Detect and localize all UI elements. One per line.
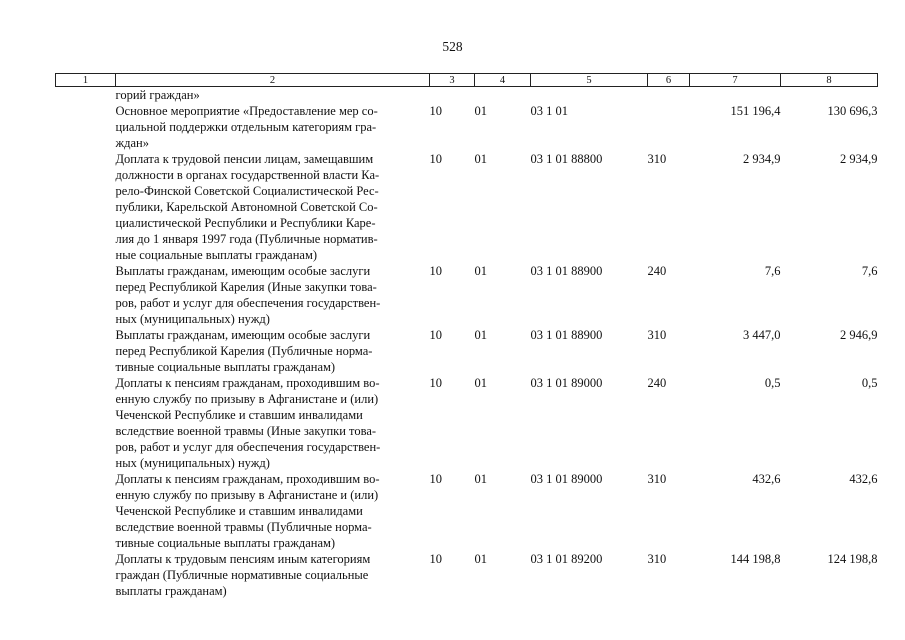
subsection-cell: 01 xyxy=(474,152,487,166)
page-number: 528 xyxy=(442,39,463,54)
expense-type-cell: 240 xyxy=(647,264,667,278)
target-article-cell: 03 1 01 89200 xyxy=(530,552,603,566)
subsection-cell: 01 xyxy=(474,264,487,278)
target-article-cell: 03 1 01 89000 xyxy=(530,376,603,390)
section-cell xyxy=(430,87,475,104)
table-row xyxy=(56,551,878,599)
description-line: тивные социальные выплаты гражданам) xyxy=(115,536,336,550)
section-cell: 10 xyxy=(429,152,442,166)
description-line: выплаты гражданам) xyxy=(115,584,227,598)
column-number-header: 3 xyxy=(430,74,475,87)
amount-1-cell: 3 447,0 xyxy=(743,328,781,342)
budget-table xyxy=(55,73,878,599)
description-cell xyxy=(116,87,430,104)
section-cell: 10 xyxy=(429,264,442,278)
description-line: ные социальные выплаты гражданам) xyxy=(115,248,318,262)
amount-1-cell: 144 198,8 xyxy=(730,552,781,566)
description-line: вследствие военной травмы (Иные закупки това- xyxy=(115,424,377,438)
description-line: тивные социальные выплаты гражданам) xyxy=(115,360,336,374)
row-number-cell xyxy=(56,151,116,263)
description-line: Доплаты к пенсиям гражданам, проходившим во- xyxy=(115,376,380,390)
table-row xyxy=(56,471,878,551)
subsection-cell xyxy=(475,87,531,104)
description-line: Выплаты гражданам, имеющим особые заслуги xyxy=(115,328,371,342)
description-line: лия до 1 января 1997 года (Публичные норматив- xyxy=(115,232,378,246)
expense-type-cell: 310 xyxy=(647,472,667,486)
row-number-cell xyxy=(56,263,116,327)
table-row xyxy=(56,375,878,471)
column-number-header: 7 xyxy=(690,74,781,87)
amount-2-cell: 0,5 xyxy=(861,376,878,390)
row-number-cell xyxy=(56,327,116,375)
target-article-cell: 03 1 01 89000 xyxy=(530,472,603,486)
subsection-cell: 01 xyxy=(474,104,487,118)
description-line: перед Республикой Карелия (Публичные норма- xyxy=(115,344,373,358)
row-number-cell xyxy=(56,87,116,104)
description-line: циалистической Республики и Республики Каре- xyxy=(115,216,376,230)
description-line: Чеченской Республике и ставшим инвалидами xyxy=(115,504,363,518)
target-article-cell: 03 1 01 88900 xyxy=(530,264,603,278)
amount-2-cell: 2 934,9 xyxy=(840,152,878,166)
table-row xyxy=(56,103,878,151)
column-number-header: 4 xyxy=(475,74,531,87)
row-number-cell xyxy=(56,103,116,151)
description-line: Доплаты к трудовым пенсиям иным категориям xyxy=(115,552,371,566)
description-line: граждан (Публичные нормативные социальные xyxy=(115,568,369,582)
row-number-cell xyxy=(56,471,116,551)
description-line: вследствие военной травмы (Публичные норма- xyxy=(115,520,372,534)
table-row xyxy=(56,327,878,375)
amount-2-cell: 7,6 xyxy=(861,264,878,278)
description-line: циальной поддержки отдельным категориям гра- xyxy=(115,120,377,134)
description-line: Выплаты гражданам, имеющим особые заслуги xyxy=(115,264,371,278)
description-line: должности в органах государственной власти Ка- xyxy=(115,168,380,182)
section-cell: 10 xyxy=(429,376,442,390)
subsection-cell: 01 xyxy=(474,472,487,486)
description-cell xyxy=(116,103,430,151)
description-line: Чеченской Республике и ставшим инвалидами xyxy=(115,408,363,422)
amount-1-cell: 2 934,9 xyxy=(743,152,781,166)
amount-1-cell xyxy=(690,87,781,104)
table-row xyxy=(56,87,878,104)
amount-1-cell: 432,6 xyxy=(752,472,781,486)
description-line: ров, работ и услуг для обеспечения государствен- xyxy=(115,296,381,310)
description-line: енную службу по призыву в Афганистане и (или) xyxy=(115,488,379,502)
amount-1-cell: 0,5 xyxy=(764,376,781,390)
expense-type-cell: 310 xyxy=(647,552,667,566)
table-row xyxy=(56,263,878,327)
amount-2-cell: 2 946,9 xyxy=(840,328,878,342)
target-article-cell: 03 1 01 88900 xyxy=(530,328,603,342)
description-line: ждан» xyxy=(115,136,149,150)
column-number-header: 2 xyxy=(116,74,430,87)
table-body xyxy=(56,87,878,600)
column-number-header: 8 xyxy=(781,74,878,87)
expense-type-cell: 240 xyxy=(647,376,667,390)
expense-type-cell xyxy=(648,103,690,151)
section-cell: 10 xyxy=(429,472,442,486)
section-cell: 10 xyxy=(429,104,442,118)
row-number-cell xyxy=(56,375,116,471)
amount-2-cell xyxy=(781,87,878,104)
description-cell xyxy=(116,471,430,551)
description-cell xyxy=(116,263,430,327)
description-line: Доплата к трудовой пенсии лицам, замещавшим xyxy=(115,152,374,166)
column-number-header: 6 xyxy=(648,74,690,87)
description-line: ных (муниципальных) нужд) xyxy=(115,312,270,326)
description-line: рело-Финской Советской Социалистической Рес- xyxy=(115,184,379,198)
description-line: публики, Карельской Автономной Советской Со- xyxy=(115,200,378,214)
amount-1-cell: 151 196,4 xyxy=(730,104,781,118)
description-cell xyxy=(116,551,430,599)
expense-type-cell: 310 xyxy=(647,152,667,166)
amount-1-cell: 7,6 xyxy=(764,264,781,278)
expense-type-cell xyxy=(648,87,690,104)
description-cell xyxy=(116,151,430,263)
amount-2-cell: 432,6 xyxy=(849,472,878,486)
column-number-header: 5 xyxy=(531,74,648,87)
description-line: Доплаты к пенсиям гражданам, проходившим во- xyxy=(115,472,380,486)
description-line: перед Республикой Карелия (Иные закупки това- xyxy=(115,280,377,294)
description-cell xyxy=(116,327,430,375)
target-article-cell: 03 1 01 xyxy=(530,104,568,118)
description-line: Основное мероприятие «Предоставление мер со- xyxy=(115,104,378,118)
section-cell: 10 xyxy=(429,328,442,342)
row-number-cell xyxy=(56,551,116,599)
subsection-cell: 01 xyxy=(474,552,487,566)
amount-2-cell: 130 696,3 xyxy=(827,104,878,118)
description-cell xyxy=(116,375,430,471)
description-line: ров, работ и услуг для обеспечения государствен- xyxy=(115,440,381,454)
amount-2-cell: 124 198,8 xyxy=(827,552,878,566)
description-line: ных (муниципальных) нужд) xyxy=(115,456,270,470)
table-row xyxy=(56,151,878,263)
column-number-row xyxy=(56,74,878,87)
section-cell: 10 xyxy=(429,552,442,566)
description-line: горий граждан» xyxy=(115,88,200,102)
expense-type-cell: 310 xyxy=(647,328,667,342)
target-article-cell: 03 1 01 88800 xyxy=(530,152,603,166)
column-number-header: 1 xyxy=(56,74,116,87)
target-article-cell xyxy=(531,87,648,104)
subsection-cell: 01 xyxy=(474,376,487,390)
description-line: енную службу по призыву в Афганистане и (или) xyxy=(115,392,379,406)
subsection-cell: 01 xyxy=(474,328,487,342)
